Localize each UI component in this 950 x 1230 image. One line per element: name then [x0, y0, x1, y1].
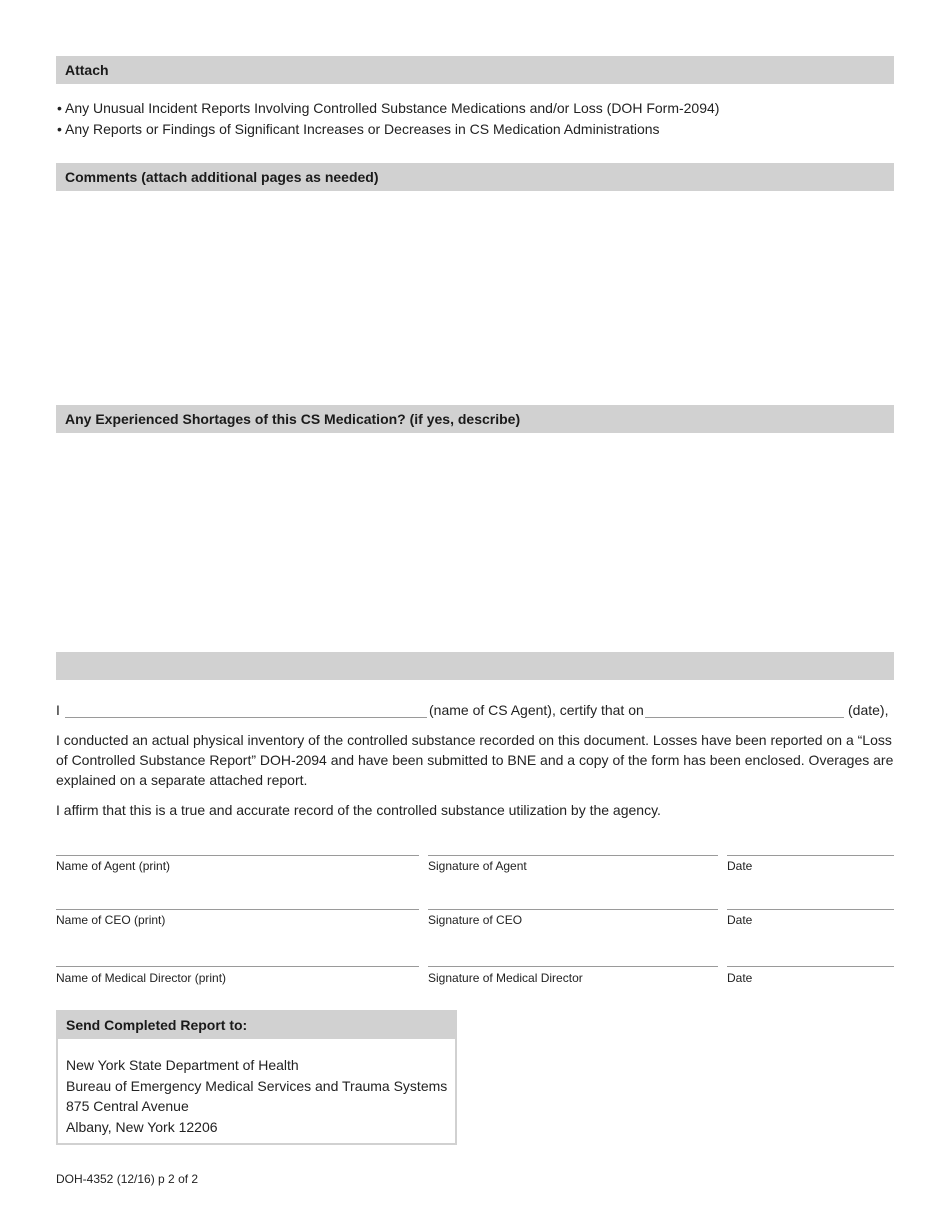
address-line-bureau: Bureau of Emergency Medical Services and Trauma Systems: [66, 1078, 448, 1094]
medical-director-date-label: Date: [727, 971, 753, 985]
section-divider-bar: [56, 652, 894, 680]
agent-name-line[interactable]: [56, 855, 419, 856]
ceo-name-line[interactable]: [56, 909, 419, 910]
agent-date-line[interactable]: [727, 855, 894, 856]
address-line-street: 875 Central Avenue: [66, 1098, 189, 1114]
shortages-header: Any Experienced Shortages of this CS Medication? (if yes, describe): [56, 405, 894, 433]
comments-field[interactable]: [56, 194, 898, 402]
medical-director-signature-line[interactable]: [428, 966, 718, 967]
form-footer: DOH-4352 (12/16) p 2 of 2: [56, 1172, 199, 1186]
send-to-header: Send Completed Report to:: [58, 1012, 455, 1039]
medical-director-signature-label: Signature of Medical Director: [428, 971, 583, 985]
certify-prefix: I: [56, 702, 60, 718]
medical-director-name-line[interactable]: [56, 966, 419, 967]
cs-agent-name-input[interactable]: [65, 699, 427, 718]
ceo-date-label: Date: [727, 913, 753, 927]
medical-director-date-line[interactable]: [727, 966, 894, 967]
agent-name-label: Name of Agent (print): [56, 859, 171, 873]
certify-date-input[interactable]: [645, 699, 844, 718]
attach-item-incident-reports: • Any Unusual Incident Reports Involving Controlled Substance Medications and/or Loss (DOH Form-2094): [57, 100, 720, 116]
certification-paragraph: I conducted an actual physical inventory of the controlled substance recorded on this document. Losses have been reported on a “Loss of Controlled Substance Report” DOH-2094 and have been submitted to BNE and a copy of the form has been enclosed. Overages are explained on a separate attached report.: [56, 732, 894, 788]
certify-suffix: (date),: [848, 702, 889, 718]
agent-signature-label: Signature of Agent: [428, 859, 527, 873]
shortages-field[interactable]: [56, 436, 898, 650]
medical-director-name-label: Name of Medical Director (print): [56, 971, 227, 985]
address-line-city: Albany, New York 12206: [66, 1119, 218, 1135]
comments-header: Comments (attach additional pages as needed): [56, 163, 894, 191]
ceo-signature-label: Signature of CEO: [428, 913, 523, 927]
ceo-signature-line[interactable]: [428, 909, 718, 910]
ceo-date-line[interactable]: [727, 909, 894, 910]
ceo-name-label: Name of CEO (print): [56, 913, 166, 927]
address-line-organization: New York State Department of Health: [66, 1057, 299, 1073]
attach-item-findings-reports: • Any Reports or Findings of Significant Increases or Decreases in CS Medication Administrations: [57, 121, 660, 137]
agent-signature-line[interactable]: [428, 855, 718, 856]
send-to-box: [56, 1010, 457, 1145]
certify-middle-text: (name of CS Agent), certify that on: [429, 702, 644, 718]
agent-date-label: Date: [727, 859, 753, 873]
affirmation-paragraph: I affirm that this is a true and accurate record of the controlled substance utilization by the agency.: [56, 802, 661, 818]
attach-header: Attach: [56, 56, 894, 84]
